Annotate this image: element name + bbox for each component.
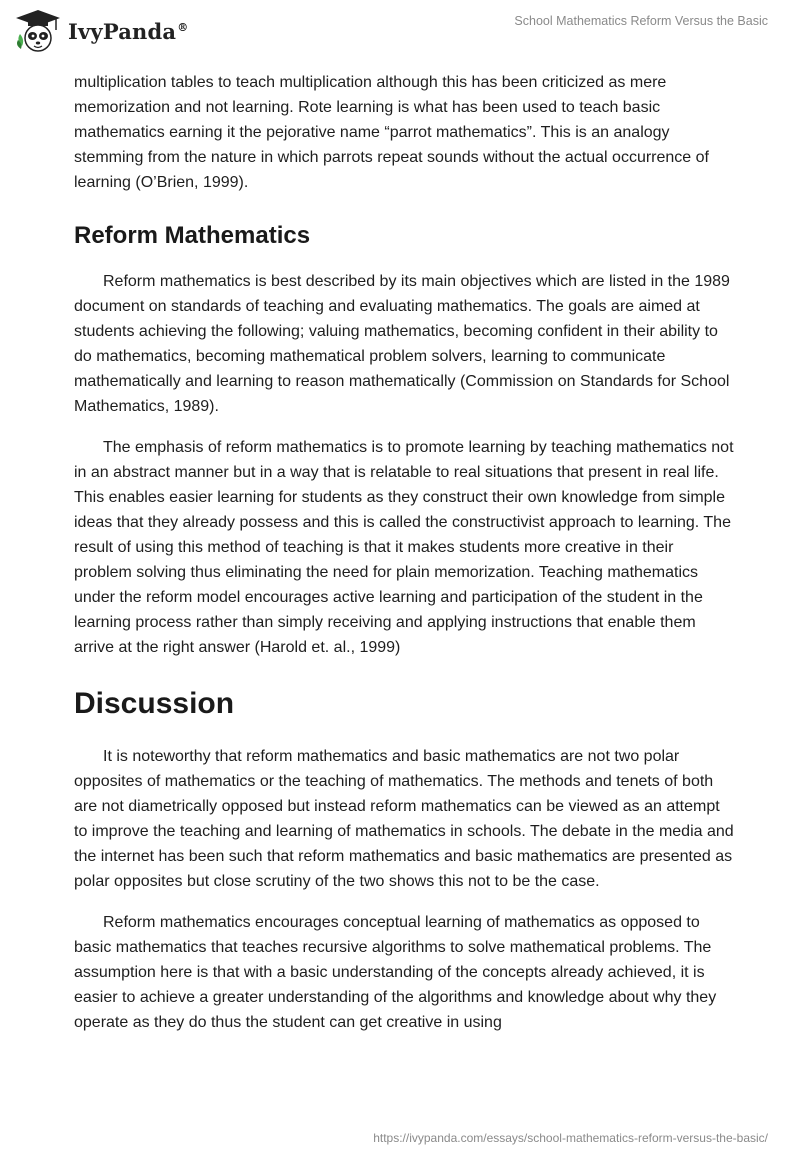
discussion-paragraph-1: It is noteworthy that reform mathematics and basic mathematics are not two polar opposites of mathematics or the teaching of mathematics. The methods and tenets of both are not diametrically opposed but instead reform mathematics can be viewed as an attempt to improve the teaching and learning of mathematics in schools. The debate in the media and the internet has been such that reform mathematics and basic mathematics are presented as polar opposites but close scrutiny of the two shows this not to be the case. (74, 748, 734, 890)
panda-graduate-icon (14, 8, 62, 54)
brand-logo[interactable] (14, 8, 188, 54)
page-header (0, 0, 800, 64)
discussion-heading: Discussion (74, 687, 235, 720)
brand-name: IvyPanda® (68, 18, 189, 44)
discussion-paragraph-2: Reform mathematics encourages conceptual learning of mathematics as opposed to basic mathematics that teaches recursive algorithms to solve mathematical problems. The assumption here is that with a basic understanding of the concepts already achieved, it is easier to achieve a greater understanding of the algorithms and knowledge about why they operate as they do thus the student can get creative in using (74, 914, 717, 1031)
running-title: School Mathematics Reform Versus the Basic (514, 14, 768, 28)
reform-mathematics-heading: Reform Mathematics (74, 222, 311, 249)
reform-paragraph-2: The emphasis of reform mathematics is to promote learning by teaching mathematics not in an abstract manner but in a way that is relatable to real situations that present in real life. This enables easier learning for students as they construct their own knowledge from simple ideas that they already possess and this is called the constructivist approach to learning. The result of using this method of teaching is that it makes students more creative in their problem solving thus eliminating the need for plain memorization. Teaching mathematics under the reform model encourages active learning and participation of the student in the learning process rather than simply receiving and applying instructions that enable them arrive at the right answer (Harold et. al., 1999) (74, 439, 734, 656)
reform-paragraph-1: Reform mathematics is best described by its main objectives which are listed in the 1989 document on standards of teaching and evaluating mathematics. The goals are aimed at students achieving the following; valuing mathematics, becoming confident in their ability to do mathematics, becoming mathematical problem solvers, learning to communicate mathematically and learning to reason mathematically (Commission on Standards for School Mathematics, 1989). (74, 273, 730, 415)
intro-paragraph: multiplication tables to teach multiplication although this has been criticized as mere memorization and not learning. Rote learning is what has been used to teach basic mathematics earning it the pejorative name “parrot mathematics”. This is an analogy stemming from the nature in which parrots repeat sounds without the actual occurrence of learning (O’Brien, 1999). (74, 74, 709, 191)
source-url[interactable]: https://ivypanda.com/essays/school-mathematics-reform-versus-the-basic/ (373, 1131, 768, 1145)
essay-body (74, 70, 734, 1051)
